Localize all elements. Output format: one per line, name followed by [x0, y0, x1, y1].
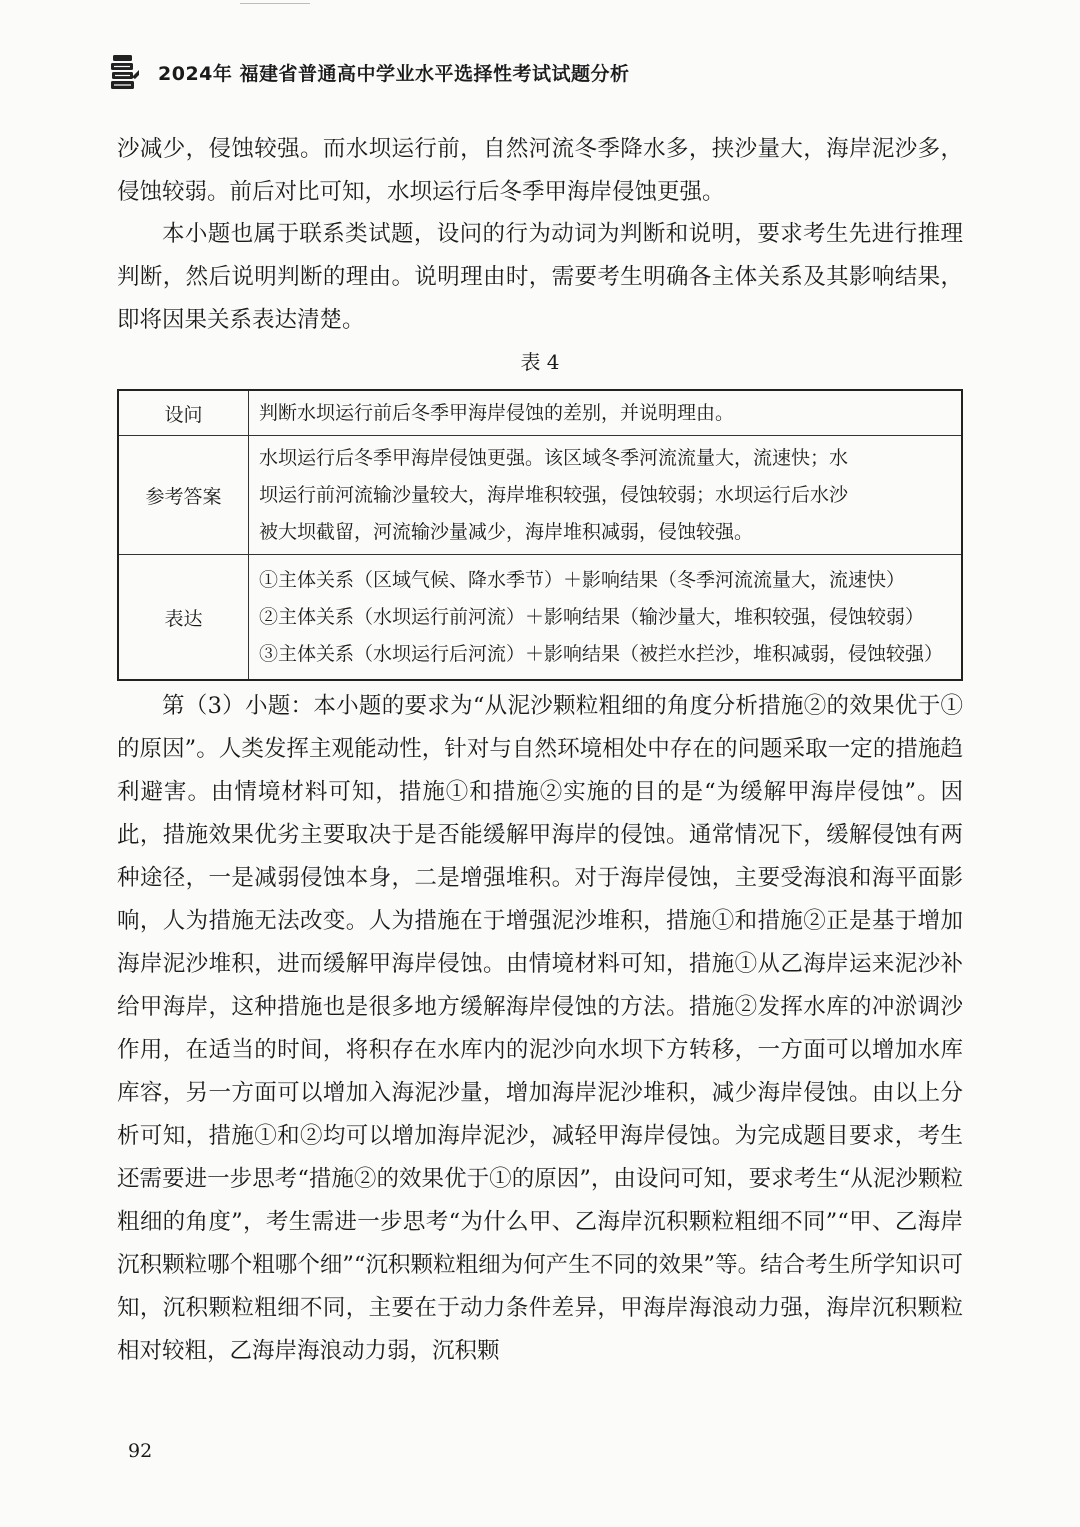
row-content-answer: [249, 436, 963, 555]
row-label-answer: 参考答案: [118, 436, 249, 555]
header-title: 2024年 福建省普通高中学业水平选择性考试试题分析: [158, 62, 630, 85]
row-content-expression: [249, 555, 963, 681]
expression-line: ②主体关系（水坝运行前河流）＋影响结果（输沙量大，堆积较强，侵蚀较弱）: [259, 605, 925, 628]
row-content-question: [249, 390, 963, 436]
table-row-expression: [118, 555, 962, 681]
table-caption: 表 4: [520, 350, 560, 374]
question-line: 判断水坝运行前后冬季甲海岸侵蚀的差别，并说明理由。: [259, 401, 735, 424]
paragraph-continuation: 沙减少，侵蚀较强。而水坝运行前，自然河流冬季降水多，挟沙量大，海岸泥沙多，侵蚀较弱。前后对比可知，水坝运行后冬季甲海岸侵蚀更强。: [117, 136, 963, 205]
top-edge-line: [240, 3, 310, 4]
expression-line: ①主体关系（区域气候、降水季节）＋影响结果（冬季河流流量大，流速快）: [259, 568, 906, 591]
paragraph-question-3: 第（3）小题：本小题的要求为“从泥沙颗粒粗细的角度分析措施②的效果优于①的原因”。人类发挥主观能动性，针对与自然环境相处中存在的问题采取一定的措施趋利避害。由情境材料可知，措施①和措施②实施的目的是“为缓解甲海岸侵蚀”。因此，措施效果优劣主要取决于是否能缓解甲海岸的侵蚀。通常情况下，缓解侵蚀有两种途径，一是减弱侵蚀本身，二是增强堆积。对于海岸侵蚀，主要受海浪和海平面影响，人为措施无法改变。人为措施在于增强泥沙堆积，措施①和措施②正是基于增加海岸泥沙堆积，进而缓解甲海岸侵蚀。由情境材料可知，措施①从乙海岸运来泥沙补给甲海岸，这种措施也是很多地方缓解海岸侵蚀的方法。措施②发挥水库的冲淤调沙作用，在适当的时间，将积存在水库内的泥沙向水坝下方转移，一方面可以增加水库库容，另一方面可以增加入海泥沙量，增加海岸泥沙堆积，减少海岸侵蚀。由以上分析可知，措施①和②均可以增加海岸泥沙，减轻甲海岸侵蚀。为完成题目要求，考生还需要进一步思考“措施②的效果优于①的原因”，由设问可知，要求考生“从泥沙颗粒粗细的角度”，考生需进一步思考“为什么甲、乙海岸沉积颗粒粗细不同”“甲、乙海岸沉积颗粒哪个粗哪个细”“沉积颗粒粗细为何产生不同的效果”等。结合考生所学知识可知，沉积颗粒粗细不同，主要在于动力条件差异，甲海岸海浪动力强，海岸沉积颗粒相对较粗，乙海岸海浪动力弱，沉积颗: [117, 693, 963, 1364]
table-4: [117, 389, 963, 681]
running-header: [110, 50, 630, 94]
table-row-question: [118, 390, 962, 436]
expression-line: ③主体关系（水坝运行后河流）＋影响结果（被拦水拦沙，堆积减弱，侵蚀较强）: [259, 642, 944, 665]
paragraph-question-type: 本小题也属于联系类试题，设问的行为动词为判断和说明，要求考生先进行推理判断，然后说明判断的理由。说明理由时，需要考生明确各主体关系及其影响结果，即将因果关系表达清楚。: [117, 221, 963, 333]
row-label-expression: 表达: [118, 555, 249, 681]
row-label-question: 设问: [118, 390, 249, 436]
book-stack-icon: [110, 53, 140, 91]
answer-line: 坝运行前河流输沙量较大，海岸堆积较强，侵蚀较弱；水坝运行后水沙: [259, 483, 849, 506]
page-number: 92: [128, 1440, 153, 1462]
answer-line: 被大坝截留，河流输沙量减少，海岸堆积减弱，侵蚀较强。: [259, 520, 754, 543]
table-row-answer: [118, 436, 962, 555]
answer-line: 水坝运行后冬季甲海岸侵蚀更强。该区域冬季河流流量大，流速快；水: [259, 446, 849, 469]
